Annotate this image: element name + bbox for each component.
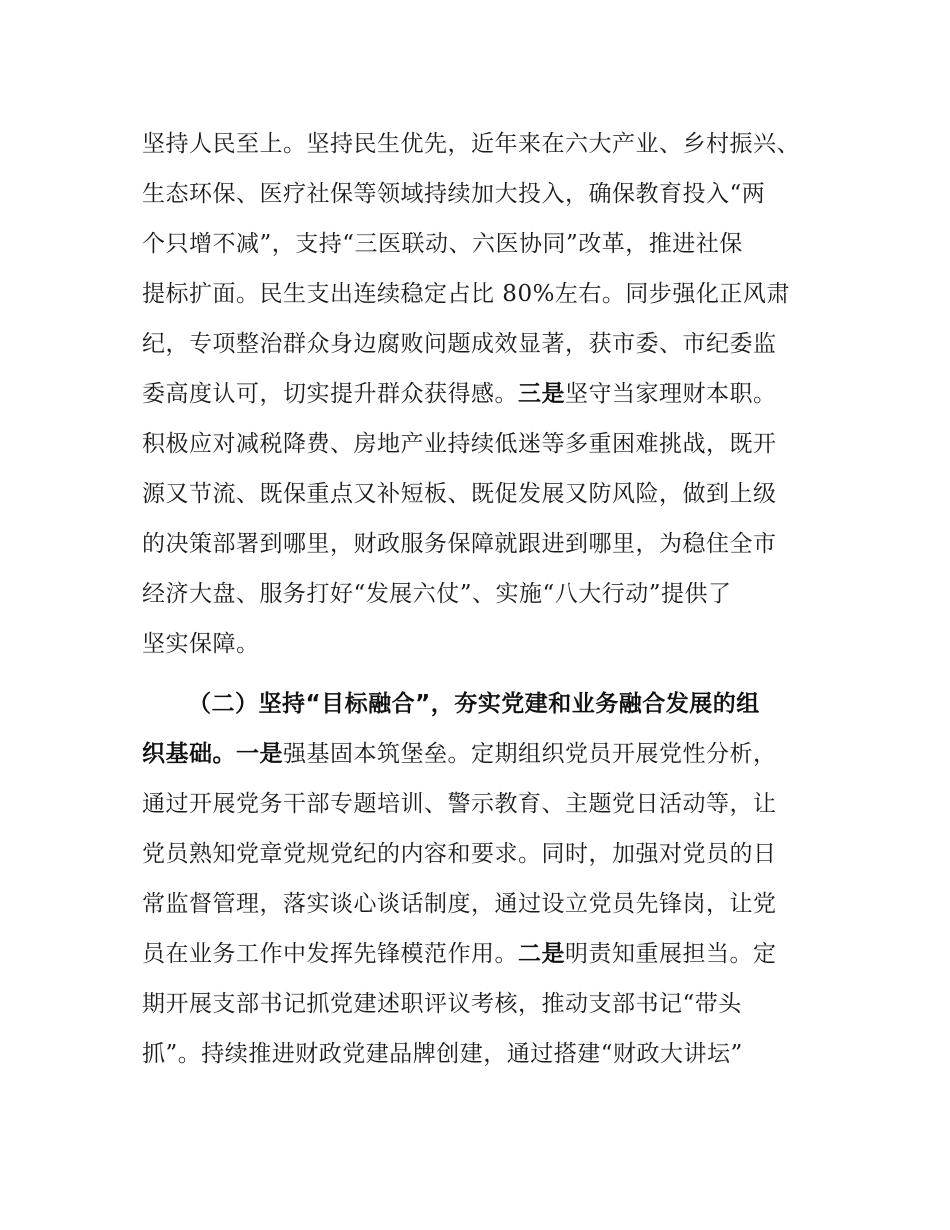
bold-marker-two: 二是 <box>518 941 565 967</box>
text-line: 常监督管理，落实谈心谈话制度，通过设立党员先锋岗，让党 <box>142 891 777 917</box>
text-line: 期开展支部书记抓党建述职评议考核，推动支部书记“带头 <box>142 991 742 1017</box>
text-line: 坚持人民至上。坚持民生优先，近年来在六大产业、乡村振兴、 <box>142 131 800 157</box>
text-line: 的决策部署到哪里，财政服务保障就跟进到哪里，为稳住全市 <box>142 531 777 557</box>
text-line: 党员熟知党章党规党纪的内容和要求。同时，加强对党员的日 <box>142 841 777 867</box>
text-segment: 员在业务工作中发挥先锋模范作用。 <box>142 941 518 967</box>
text-segment: 明责知重展担当。定 <box>565 941 777 967</box>
text-line: 坚实保障。 <box>142 631 260 657</box>
text-line: 抓”。持续推进财政党建品牌创建，通过搭建“财政大讲坛” <box>142 1041 743 1067</box>
text-segment: 坚守当家理财本职。 <box>565 381 777 407</box>
text-segment: 强基固本筑堡垒。定期组织党员开展党性分析， <box>283 741 777 767</box>
text-line: 提标扩面。民生支出连续稳定占比 80%左右。同步强化正风肃 <box>142 281 790 307</box>
text-line-with-marker <box>142 939 822 969</box>
heading-continuation: 织基础。一是 <box>142 741 283 767</box>
text-line-with-marker <box>142 379 822 409</box>
section-heading: （二）坚持“目标融合”，夯实党建和业务融合发展的组 <box>188 691 760 717</box>
text-line: 通过开展党务干部专题培训、警示教育、主题党日活动等，让 <box>142 791 777 817</box>
text-line: 源又节流、既保重点又补短板、既促发展又防风险，做到上级 <box>142 481 777 507</box>
text-line: 生态环保、医疗社保等领域持续加大投入，确保教育投入“两 <box>142 181 766 207</box>
text-line: 积极应对减税降费、房地产业持续低迷等多重困难挑战，既开 <box>142 431 777 457</box>
bold-marker-three: 三是 <box>518 381 565 407</box>
text-line: 经济大盘、服务打好“发展六仗”、实施“八大行动”提供了 <box>142 581 732 607</box>
text-segment: 委高度认可，切实提升群众获得感。 <box>142 381 518 407</box>
text-line: 纪，专项整治群众身边腐败问题成效显著，获市委、市纪委监 <box>142 331 777 357</box>
text-line-with-marker <box>142 739 822 769</box>
text-line: 个只增不减”，支持“三医联动、六医协同”改革，推进社保 <box>142 231 743 257</box>
